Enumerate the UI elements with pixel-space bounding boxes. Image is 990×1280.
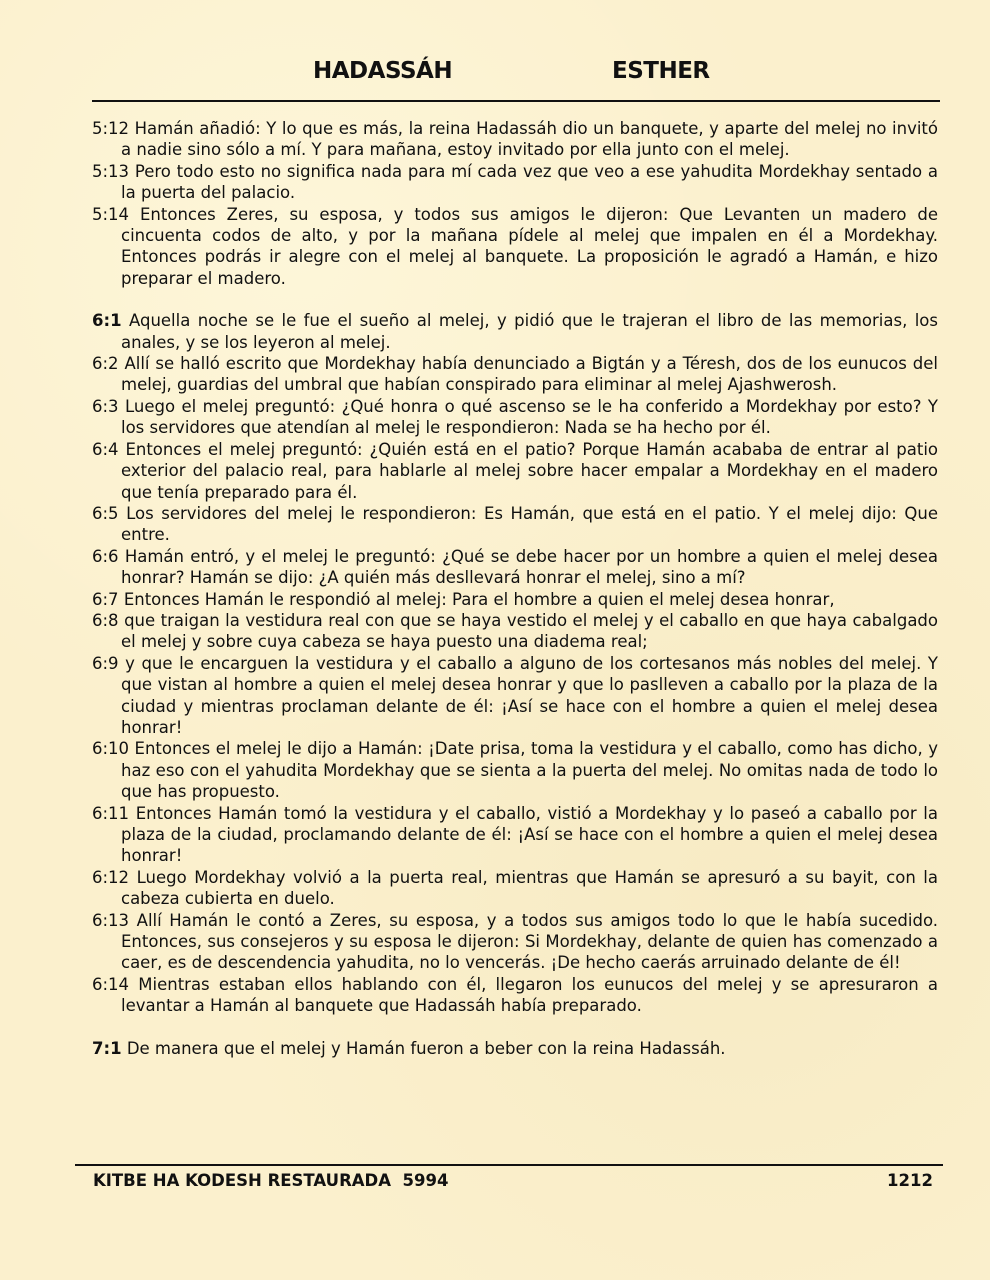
chapter-gap (92, 1017, 938, 1038)
verse-text: que traigan la vestidura real con que se haya vestido el melej y el caballo en que haya cabalgado el melej y sobre cuya cabeza se haya puesto una diadema real; (121, 610, 939, 652)
verse-text: Luego Mordekhay volvió a la puerta real, mientras que Hamán se apresuró a su bayit, con la cabeza cubierta en duelo. (121, 867, 938, 909)
verse-ref: 6:2 (92, 354, 119, 374)
verse-6-12 (92, 867, 938, 910)
footer-publication-title: KITBE HA KODESH RESTAURADA 5994 (93, 1171, 449, 1190)
verse-6-7 (92, 589, 938, 610)
verse-5-12 (92, 118, 938, 161)
verse-ref: 6:10 (92, 739, 130, 759)
verse-5-14 (92, 204, 938, 290)
verse-ref: 6:4 (92, 439, 119, 459)
verse-text: Entonces el melej preguntó: ¿Quién está en el patio? Porque Hamán acababa de entrar al patio exterior del palacio real, para hablarle al melej sobre hacer empalar a Mordekhay en el madero que tenía preparado para él. (121, 439, 939, 502)
verse-6-2 (92, 353, 938, 396)
verse-text: Mientras estaban ellos hablando con él, llegaron los eunucos del melej y se apresuraron a levantar a Hamán al banquete que Hadassáh había preparado. (121, 974, 939, 1016)
verse-text: Entonces Zeres, su esposa, y todos sus amigos le dijeron: Que Levanten un madero de cincuenta codos de alto, y por la mañana pídele al melej que impalen en él a Mordekhay. Entonces podrás ir alegre con el melej al banquete. La proposición le agradó a Hamán, e hizo preparar el madero. (121, 204, 938, 288)
verse-text: Entonces el melej le dijo a Hamán: ¡Date prisa, toma la vestidura y el caballo, como has dicho, y haz eso con el yahudita Mordekhay que se sienta a la puerta del melej. No omitas nada de todo lo que has propuesto. (121, 739, 938, 802)
page-header (0, 58, 990, 92)
verse-6-3 (92, 396, 938, 439)
verse-6-6 (92, 546, 938, 589)
verse-6-13 (92, 910, 938, 974)
verse-text: Luego el melej preguntó: ¿Qué honra o qué ascenso se le ha conferido a Mordekhay por esto? Y los servidores que atendían al melej le respondieron: Nada se ha hecho por él. (121, 396, 938, 438)
verse-ref: 6:5 (92, 503, 119, 523)
verse-ref: 6:9 (92, 653, 119, 673)
verse-6-5 (92, 503, 938, 546)
verse-ref: 5:12 (92, 119, 130, 138)
verse-text: Entonces Hamán tomó la vestidura y el caballo, vistió a Mordekhay y lo paseó a caballo por la plaza de la ciudad, proclamando delante de él: ¡Así se hace con el hombre a quien el melej desea honrar! (121, 803, 939, 866)
verse-ref: 6:14 (92, 974, 130, 994)
verse-6-14 (92, 974, 938, 1017)
verse-text: De manera que el melej y Hamán fueron a beber con la reina Hadassáh. (126, 1038, 726, 1058)
verse-text: Allí se halló escrito que Mordekhay había denunciado a Bigtán y a Téresh, dos de los eunucos del melej, guardias del umbral que habían conspirado para eliminar al melej Ajashwerosh. (121, 354, 938, 395)
verse-text: Hamán añadió: Y lo que es más, la reina Hadassáh dio un banquete, y aparte del melej no invitó a nadie sino sólo a mí. Y para mañana, estoy invitado por ella junto con el melej. (121, 119, 938, 160)
verse-text: y que le encarguen la vestidura y el caballo a alguno de los cortesanos más nobles del melej. Y que vistan al hombre a quien el melej desea honrar y que lo paslleven a caballo por la plaza de la ciudad y mientras proclaman delante de él: ¡Así se hace con el hombre a quien el melej desea honrar! (121, 653, 938, 737)
verse-ref: 6:12 (92, 867, 130, 887)
verse-ref: 5:14 (92, 204, 130, 224)
verse-ref: 5:13 (92, 161, 130, 181)
verse-ref: 6:3 (92, 396, 119, 416)
verse-ref: 6:11 (92, 803, 130, 823)
verse-text: Entonces Hamán le respondió al melej: Para el hombre a quien el melej desea honrar, (123, 589, 835, 609)
header-rule (92, 100, 940, 102)
verse-text: Aquella noche se le fue el sueño al melej, y pidió que le trajeran el libro de las memorias, los anales, y se los leyeron al melej. (121, 311, 939, 352)
verse-ref: 6:6 (92, 546, 119, 566)
page-number: 1212 (887, 1171, 933, 1190)
verse-6-11 (92, 803, 938, 867)
verse-text: Allí Hamán le contó a Zeres, su esposa, y a todos sus amigos todo lo que le había sucedido. Entonces, sus consejeros y su esposa le dijeron: Si Mordekhay, delante de quien has comenzado a caer, es de descendencia yahudita, no lo vencerás. ¡De hecho caerás arruinado delante de él! (121, 910, 939, 973)
chapter-gap (92, 289, 938, 310)
header-book-title: HADASSÁH (313, 58, 453, 84)
verse-text: Los servidores del melej le respondieron: Es Hamán, que está en el patio. Y el melej dijo: Que entre. (121, 503, 939, 545)
verse-text: Hamán entró, y el melej le preguntó: ¿Qué se debe hacer por un hombre a quien el melej desea honrar? Hamán se dijo: ¿A quién más desllevará honrar el melej, sino a mí? (121, 546, 938, 588)
verse-7-1 (92, 1038, 938, 1059)
header-book-subtitle: ESTHER (612, 58, 710, 84)
verse-ref: 6:7 (92, 589, 119, 609)
verse-6-10 (92, 738, 938, 802)
verse-ref: 6:8 (92, 610, 119, 630)
verse-ref: 6:13 (92, 910, 130, 930)
verse-text: Pero todo esto no significa nada para mí cada vez que veo a ese yahudita Mordekhay sentado a la puerta del palacio. (121, 161, 938, 203)
chapter-start-ref: 7:1 (92, 1038, 122, 1058)
verse-6-8 (92, 610, 938, 653)
verse-6-1 (92, 310, 938, 353)
page-body (92, 118, 938, 1059)
verse-5-13 (92, 161, 938, 204)
footer-rule (75, 1164, 943, 1166)
verse-6-4 (92, 439, 938, 503)
verse-6-9 (92, 653, 938, 739)
chapter-start-ref: 6:1 (92, 311, 122, 331)
